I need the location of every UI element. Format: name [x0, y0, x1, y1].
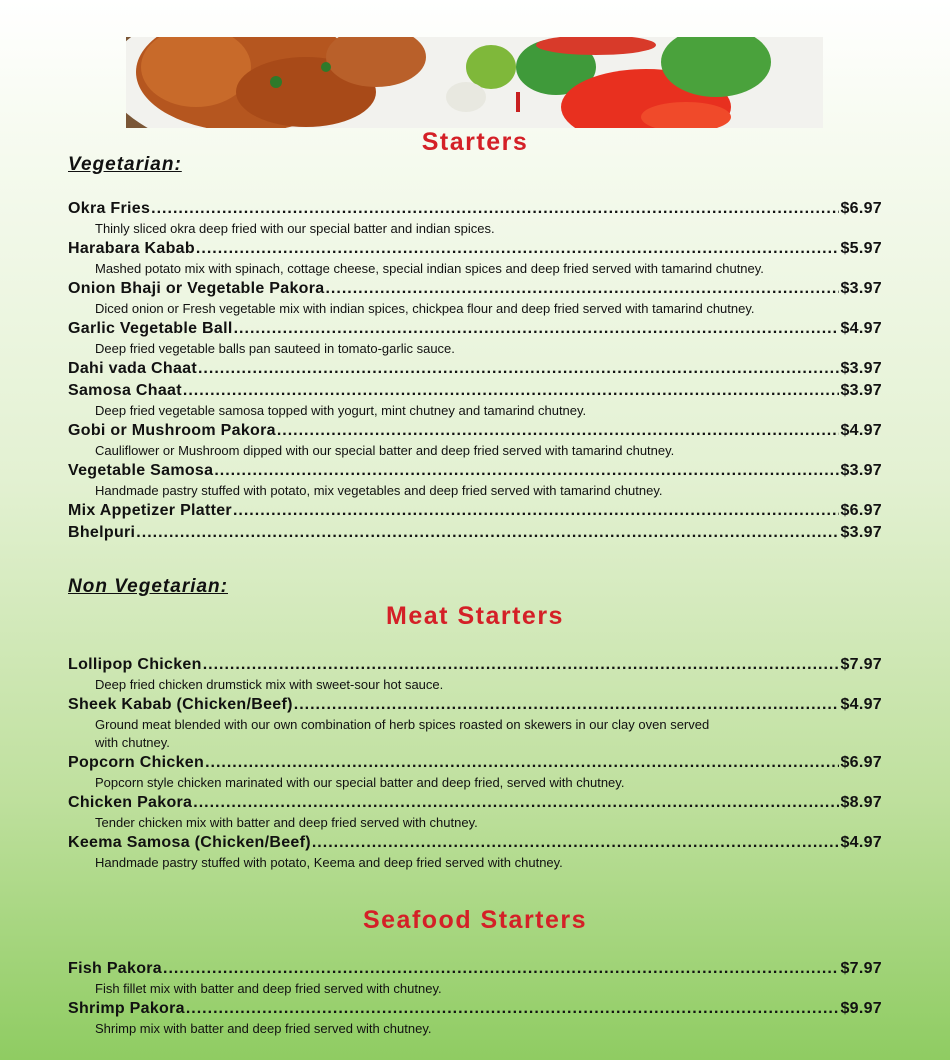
- leader-dots: [151, 198, 839, 220]
- item-name: Bhelpuri: [68, 524, 136, 541]
- item-description: Shrimp mix with batter and deep fried served with chutney.: [95, 1021, 432, 1036]
- item-name: Shrimp Pakora: [68, 1000, 185, 1017]
- leader-dots: [186, 998, 840, 1020]
- leader-dots: [312, 832, 840, 854]
- item-name: Fish Pakora: [68, 960, 163, 977]
- item-price: $3.97: [840, 280, 882, 297]
- menu-item: [68, 998, 882, 1038]
- menu-item: [68, 522, 882, 544]
- menu-item: [68, 318, 882, 358]
- item-name: Chicken Pakora: [68, 794, 193, 811]
- leader-dots: [203, 654, 840, 676]
- menu-item: [68, 752, 882, 792]
- leader-dots: [163, 958, 839, 980]
- leader-dots: [277, 420, 840, 442]
- item-price: $6.97: [840, 502, 882, 519]
- item-description: Deep fried chicken drumstick mix with sweet-sour hot sauce.: [95, 677, 444, 692]
- menu-item: [68, 832, 882, 872]
- item-price: $5.97: [840, 240, 882, 257]
- item-name: Sheek Kabab (Chicken/Beef): [68, 696, 293, 713]
- menu-item: [68, 278, 882, 318]
- item-name: Dahi vada Chaat: [68, 360, 197, 377]
- leader-dots: [325, 278, 839, 300]
- item-description: Cauliflower or Mushroom dipped with our special batter and deep fried served with tamarind chutney.: [95, 443, 675, 458]
- item-price: $3.97: [840, 382, 882, 399]
- item-description: Diced onion or Fresh vegetable mix with indian spices, chickpea flour and deep fried served with tamarind chutney.: [95, 301, 755, 316]
- leader-dots: [294, 694, 840, 716]
- item-price: $3.97: [840, 524, 882, 541]
- leader-dots: [234, 318, 840, 340]
- menu-item: [68, 198, 882, 238]
- non-vegetarian-label: Non Vegetarian:: [68, 576, 228, 597]
- food-banner-image: [126, 37, 823, 128]
- item-name: Samosa Chaat: [68, 382, 182, 399]
- item-description: Deep fried vegetable balls pan sauteed in tomato-garlic sauce.: [95, 341, 455, 356]
- menu-item: [68, 500, 882, 522]
- leader-dots: [183, 380, 840, 402]
- seafood-starters-title: Seafood Starters: [362, 906, 588, 934]
- menu-item: [68, 792, 882, 832]
- item-price: $7.97: [840, 960, 882, 977]
- item-name: Garlic Vegetable Ball: [68, 320, 233, 337]
- leader-dots: [193, 792, 839, 814]
- item-name: Keema Samosa (Chicken/Beef): [68, 834, 311, 851]
- menu-item: [68, 380, 882, 420]
- leader-dots: [136, 522, 839, 544]
- item-price: $4.97: [840, 696, 882, 713]
- meat-list: [68, 654, 882, 872]
- item-description: Popcorn style chicken marinated with our special batter and deep fried, served with chutney.: [95, 775, 625, 790]
- item-price: $3.97: [840, 462, 882, 479]
- item-name: Lollipop Chicken: [68, 656, 202, 673]
- item-description: Ground meat blended with our own combination of herb spices roasted on skewers in our clay oven served with chutney.: [95, 717, 710, 750]
- vegetarian-list: [68, 198, 882, 544]
- item-price: $6.97: [840, 754, 882, 771]
- item-description: Thinly sliced okra deep fried with our special batter and indian spices.: [95, 221, 495, 236]
- item-name: Vegetable Samosa: [68, 462, 214, 479]
- leader-dots: [214, 460, 839, 482]
- menu-item: [68, 238, 882, 278]
- item-price: $7.97: [840, 656, 882, 673]
- item-price: $3.97: [840, 360, 882, 377]
- menu-item: [68, 460, 882, 500]
- item-description: Fish fillet mix with batter and deep fried served with chutney.: [95, 981, 442, 996]
- item-price: $4.97: [840, 320, 882, 337]
- vegetarian-label: Vegetarian:: [68, 154, 182, 175]
- menu-item: [68, 358, 882, 380]
- item-description: Handmade pastry stuffed with potato, mix vegetables and deep fried served with tamarind chutney.: [95, 483, 663, 498]
- item-name: Popcorn Chicken: [68, 754, 205, 771]
- leader-dots: [196, 238, 840, 260]
- menu-item: [68, 654, 882, 694]
- menu-item: [68, 958, 882, 998]
- item-description: Deep fried vegetable samosa topped with yogurt, mint chutney and tamarind chutney.: [95, 403, 587, 418]
- item-description: Handmade pastry stuffed with potato, Keema and deep fried served with chutney.: [95, 855, 563, 870]
- item-price: $8.97: [840, 794, 882, 811]
- item-name: Harabara Kabab: [68, 240, 195, 257]
- item-name: Mix Appetizer Platter: [68, 502, 232, 519]
- item-name: Okra Fries: [68, 200, 151, 217]
- item-price: $6.97: [840, 200, 882, 217]
- food-photo-icon: [126, 37, 823, 128]
- leader-dots: [205, 752, 839, 774]
- item-price: $4.97: [840, 422, 882, 439]
- item-price: $4.97: [840, 834, 882, 851]
- menu-item: [68, 694, 882, 752]
- menu-item: [68, 420, 882, 460]
- leader-dots: [233, 500, 839, 522]
- item-name: Gobi or Mushroom Pakora: [68, 422, 276, 439]
- item-description: Mashed potato mix with spinach, cottage cheese, special indian spices and deep fried served with tamarind chutney.: [95, 261, 764, 276]
- leader-dots: [198, 358, 839, 380]
- item-name: Onion Bhaji or Vegetable Pakora: [68, 280, 325, 297]
- starters-title: Starters: [421, 128, 529, 156]
- meat-starters-title: Meat Starters: [386, 602, 564, 630]
- item-description: Tender chicken mix with batter and deep fried served with chutney.: [95, 815, 478, 830]
- seafood-list: [68, 958, 882, 1038]
- item-price: $9.97: [840, 1000, 882, 1017]
